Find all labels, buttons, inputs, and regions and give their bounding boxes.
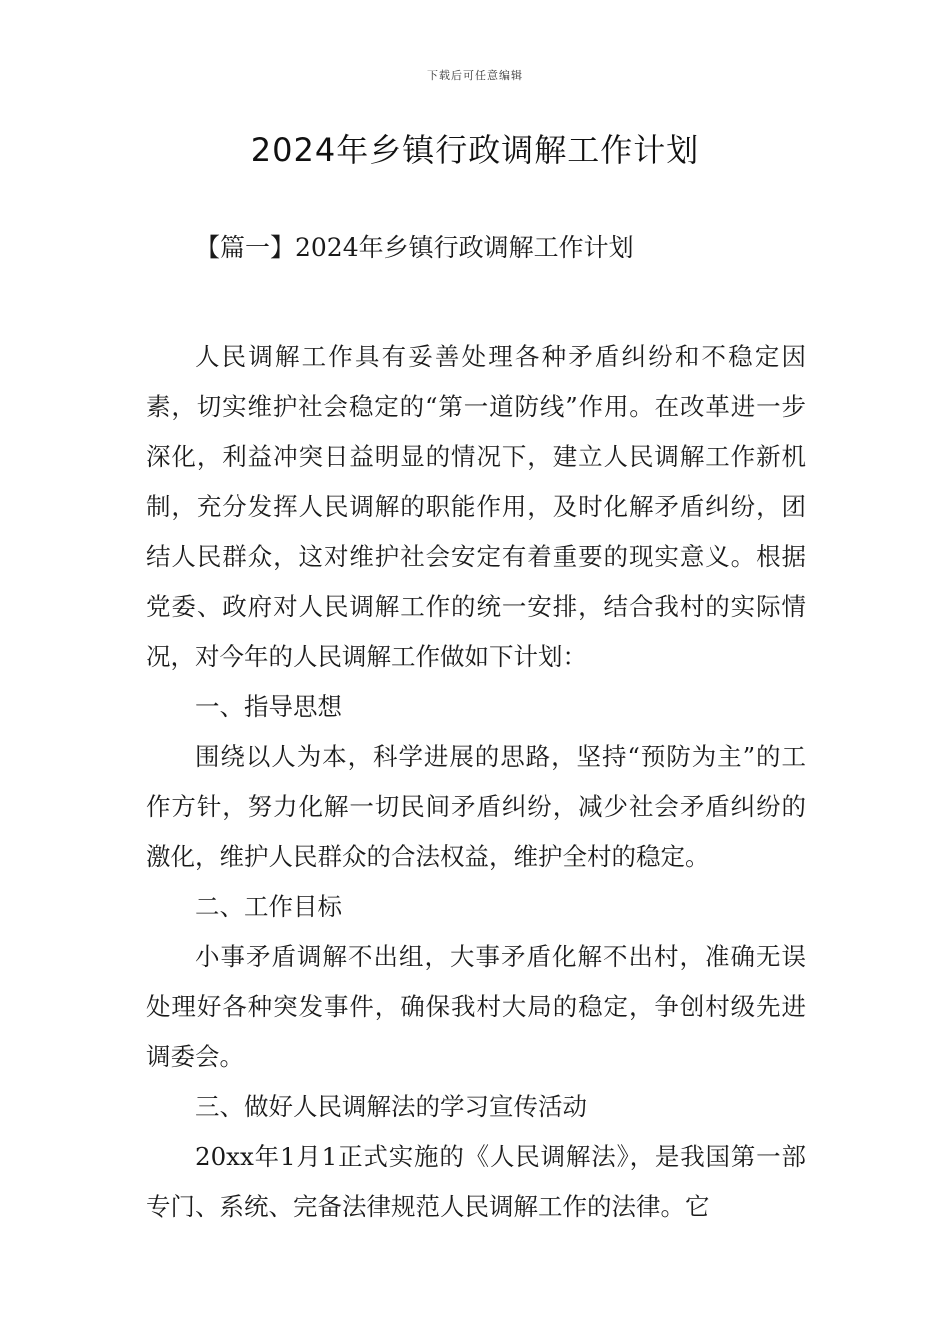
- section-heading: 【篇一】2024年乡镇行政调解工作计划: [195, 233, 634, 262]
- subheading-work-goals: 二、工作目标: [195, 892, 342, 921]
- body-paragraph: 小事矛盾调解不出组，大事矛盾化解不出村，准确无误处理好各种突发事件，确保我村大局的稳定，争创村级先进调委会。: [146, 942, 806, 1071]
- body-paragraph: 人民调解工作具有妥善处理各种矛盾纠纷和不稳定因素，切实维护社会稳定的“第一道防线”作用。在改革进一步深化，利益冲突日益明显的情况下，建立人民调解工作新机制，充分发挥人民调解的职能作用，及时化解矛盾纠纷，团结人民群众，这对维护社会安定有着重要的现实意义。根据党委、政府对人民调解工作的统一安排，结合我村的实际情况，对今年的人民调解工作做如下计划：: [146, 342, 806, 671]
- subheading-law-promotion: 三、做好人民调解法的学习宣传活动: [195, 1092, 587, 1121]
- body-paragraph: 围绕以人为本，科学进展的思路，坚持“预防为主”的工作方针，努力化解一切民间矛盾纠纷，减少社会矛盾纠纷的激化，维护人民群众的合法权益，维护全村的稳定。: [146, 742, 806, 871]
- document-title: 2024年乡镇行政调解工作计划: [250, 131, 700, 169]
- body-paragraph: 20xx年1月1正式实施的《人民调解法》，是我国第一部专门、系统、完备法律规范人民调解工作的法律。它: [146, 1142, 806, 1221]
- header-note: 下载后可任意编辑: [427, 69, 523, 82]
- subheading-guiding-ideology: 一、指导思想: [195, 692, 342, 721]
- document-body: [146, 332, 806, 1232]
